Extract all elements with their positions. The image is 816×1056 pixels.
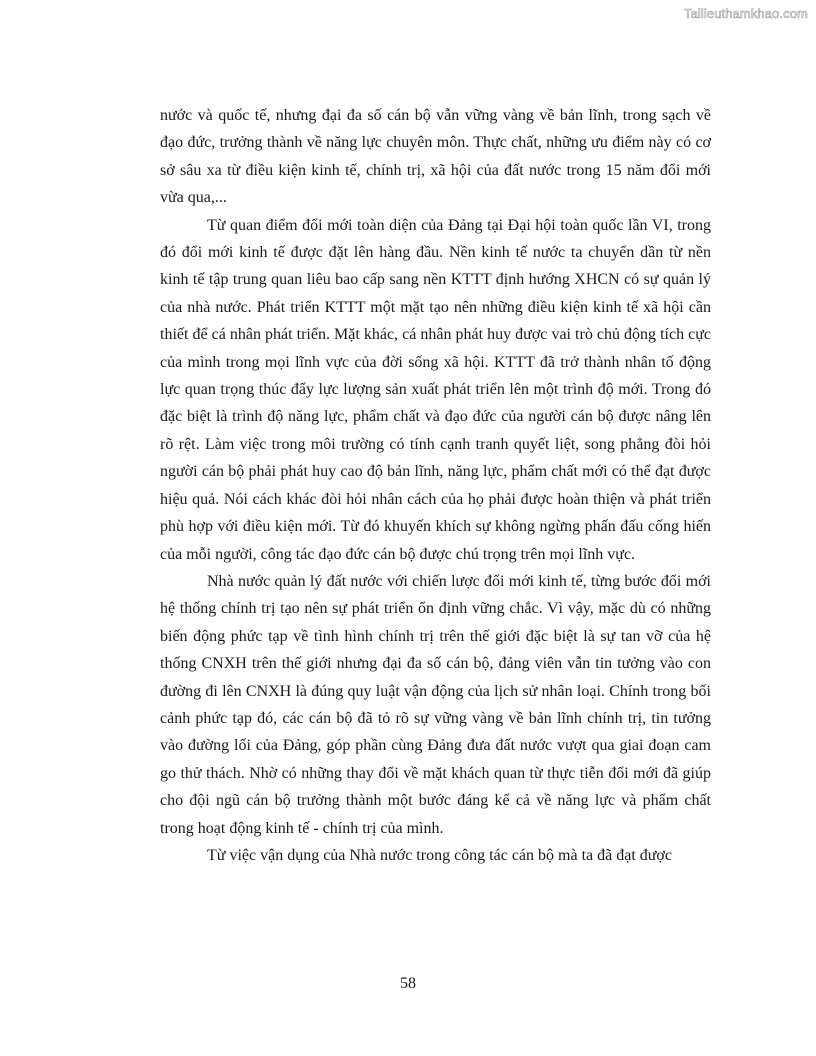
site-watermark: Tailieuthamkhao.com [683, 6, 808, 21]
page-number: 58 [400, 975, 416, 992]
paragraph-state-management: Nhà nước quản lý đất nước với chiến lược đổi mới kinh tế, từng bước đổi mới hệ thống chính trị tạo nên sự phát triển ổn định vững chắc. Vì vậy, mặc dù có những biến động phức tạp về tình hình chính trị trên thế giới đặc biệt là sự tan vỡ của hệ thống CNXH trên thế giới nhưng đại đa số cán bộ, đảng viên vẫn tin tưởng vào con đường đi lên CNXH là đúng quy luật vận động của lịch sử nhân loại. Chính trong bối cảnh phức tạp đó, các cán bộ đã tỏ rõ sự vững vàng về bản lĩnh chính trị, tin tưởng vào đường lối của Đảng, góp phần cùng Đảng đưa đất nước vượt qua giai đoạn cam go thử thách. Nhờ có những thay đổi về mặt khách quan từ thực tiễn đổi mới đã giúp cho đội ngũ cán bộ trưởng thành một bước đáng kể cả về năng lực và phẩm chất trong hoạt động kinh tế - chính trị của mình. [160, 572, 711, 837]
document-body [160, 102, 711, 869]
paragraph-economic-reform: Từ quan điểm đổi mới toàn diện của Đảng tại Đại hội toàn quốc lần VI, trong đó đổi mới kinh tế được đặt lên hàng đầu. Nền kinh tế nước ta chuyển dần từ nền kinh tế tập trung quan liêu bao cấp sang nền KTTT định hướng XHCN có sự quản lý của nhà nước. Phát triển KTTT một mặt tạo nên những điều kiện kinh tế xã hội cần thiết để cá nhân phát triển. Mặt khác, cá nhân phát huy được vai trò chủ động tích cực của mình trong mọi lĩnh vực của đời sống xã hội. KTTT đã trở thành nhân tố động lực quan trọng thúc đẩy lực lượng sản xuất phát triển lên một trình độ mới. Trong đó đặc biệt là trình độ năng lực, phẩm chất và đạo đức của người cán bộ được nâng lên rõ rệt. Làm việc trong môi trường có tính cạnh tranh quyết liệt, song phẳng đòi hỏi người cán bộ phải phát huy cao độ bản lĩnh, năng lực, phẩm chất mới có thể đạt được hiệu quả. Nói cách khác đòi hỏi nhân cách của họ phải được hoàn thiện và phát triển phù hợp với điều kiện mới. Từ đó khuyến khích sự không ngừng phấn đấu cống hiến của mỗi người, công tác đạo đức cán bộ được chú trọng trên mọi lĩnh vực. [160, 216, 711, 563]
paragraph-cadre-work: Từ việc vận dụng của Nhà nước trong công tác cán bộ mà ta đã đạt được [207, 846, 672, 864]
paragraph-continuation: nước và quốc tế, nhưng đại đa số cán bộ vẫn vững vàng về bản lĩnh, trong sạch về đạo đức, trưởng thành về năng lực chuyên môn. Thực chất, những ưu điểm này có cơ sở sâu xa từ điều kiện kinh tế, chính trị, xã hội của đất nước trong 15 năm đổi mới vừa qua,... [160, 107, 711, 207]
